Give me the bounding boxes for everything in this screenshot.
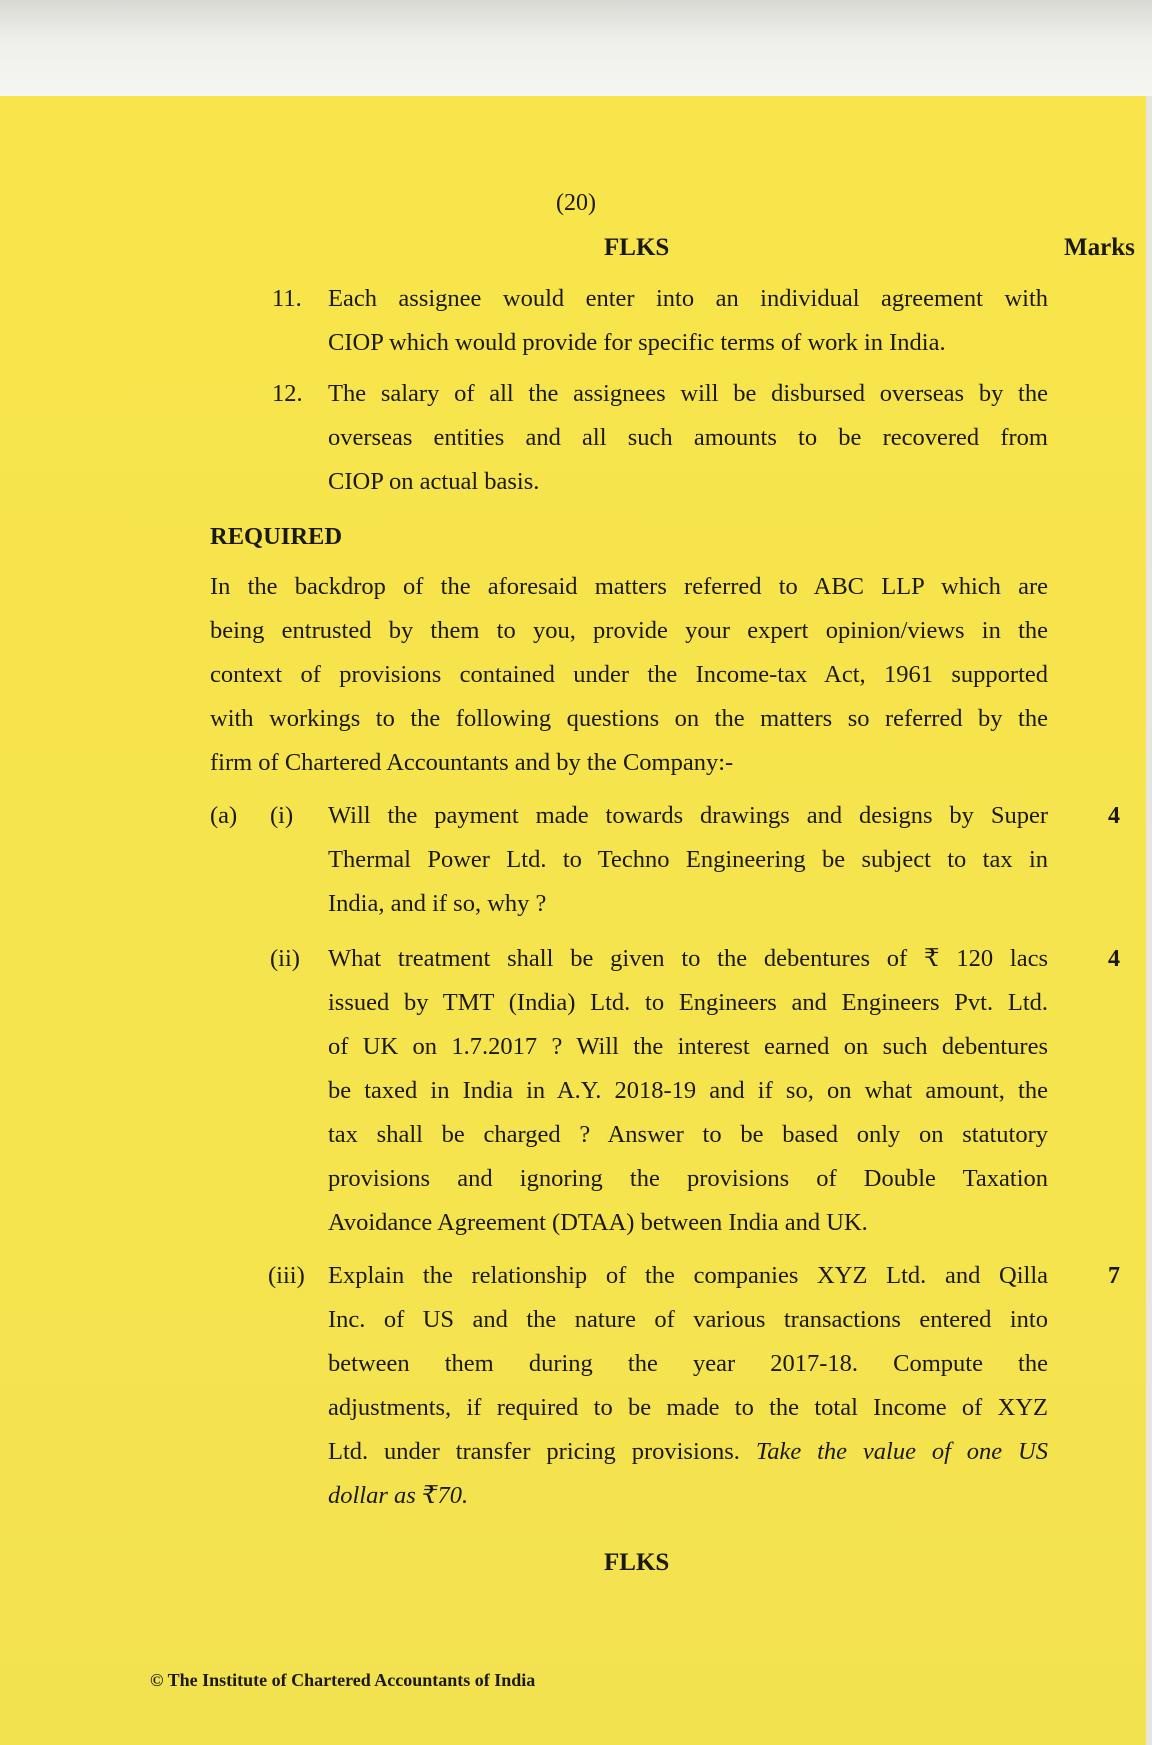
point-line: CIOP on actual basis.: [328, 468, 540, 495]
question-line: be taxed in India in A.Y. 2018-19 and if so, on what amount, the: [328, 1077, 1048, 1104]
paper-code-header: FLKS: [604, 234, 670, 261]
question-line: adjustments, if required to be made to the total Income of XYZ: [328, 1394, 1048, 1421]
question-line: issued by TMT (India) Ltd. to Engineers and Engineers Pvt. Ltd.: [328, 989, 1048, 1016]
question-line-italic: Take the value of one US: [755, 1438, 1048, 1465]
question-line-italic: dollar as ₹70.: [328, 1482, 469, 1509]
question-line: Thermal Power Ltd. to Techno Engineering be subject to tax in: [328, 846, 1048, 873]
question-line: Inc. of US and the nature of various transactions entered into: [328, 1306, 1048, 1333]
point-number: 11.: [272, 285, 302, 312]
question-marks: 4: [1108, 946, 1120, 972]
question-sub-label: (iii): [268, 1262, 305, 1289]
point-line: Each assignee would enter into an individual agreement with: [328, 285, 1048, 312]
question-line: between them during the year 2017-18. Compute the: [328, 1350, 1048, 1377]
scan-top-margin: [0, 0, 1152, 98]
point-number: 12.: [272, 380, 303, 407]
question-line: [328, 1440, 1048, 1464]
question-line: tax shall be charged ? Answer to be based only on statutory: [328, 1121, 1048, 1148]
point-line: CIOP which would provide for specific terms of work in India.: [328, 329, 946, 356]
question-line: What treatment shall be given to the debentures of ₹ 120 lacs: [328, 945, 1048, 972]
question-line: of UK on 1.7.2017 ? Will the interest earned on such debentures: [328, 1033, 1048, 1060]
question-line-text: Ltd. under transfer pricing provisions.: [328, 1438, 756, 1465]
question-marks: 4: [1108, 803, 1120, 829]
marks-column-heading: Marks: [1064, 234, 1135, 261]
required-line: being entrusted by them to you, provide your expert opinion/views in the: [210, 617, 1048, 644]
required-line: with workings to the following questions on the matters so referred by the: [210, 705, 1048, 732]
question-line: Will the payment made towards drawings and designs by Super: [328, 802, 1048, 829]
question-line: Avoidance Agreement (DTAA) between India and UK.: [328, 1209, 868, 1236]
question-sub-label: (i): [270, 802, 294, 829]
copyright-notice: © The Institute of Chartered Accountants of India: [150, 1670, 536, 1690]
scan-right-margin: [1146, 96, 1152, 1745]
required-line: context of provisions contained under the Income-tax Act, 1961 supported: [210, 661, 1048, 688]
question-line: Explain the relationship of the companies XYZ Ltd. and Qilla: [328, 1262, 1048, 1289]
question-line: provisions and ignoring the provisions of Double Taxation: [328, 1165, 1048, 1192]
question-part-label: (a): [210, 802, 238, 829]
required-line: firm of Chartered Accountants and by the Company:-: [210, 749, 734, 776]
point-line: The salary of all the assignees will be disbursed overseas by the: [328, 380, 1048, 407]
question-marks: 7: [1108, 1263, 1120, 1289]
page-number: (20): [556, 190, 596, 216]
required-heading: REQUIRED: [210, 523, 343, 550]
question-line: India, and if so, why ?: [328, 890, 547, 917]
question-sub-label: (ii): [270, 945, 300, 972]
point-line: overseas entities and all such amounts to be recovered from: [328, 424, 1048, 451]
paper-code-footer: FLKS: [604, 1549, 670, 1576]
required-line: In the backdrop of the aforesaid matters referred to ABC LLP which are: [210, 573, 1048, 600]
